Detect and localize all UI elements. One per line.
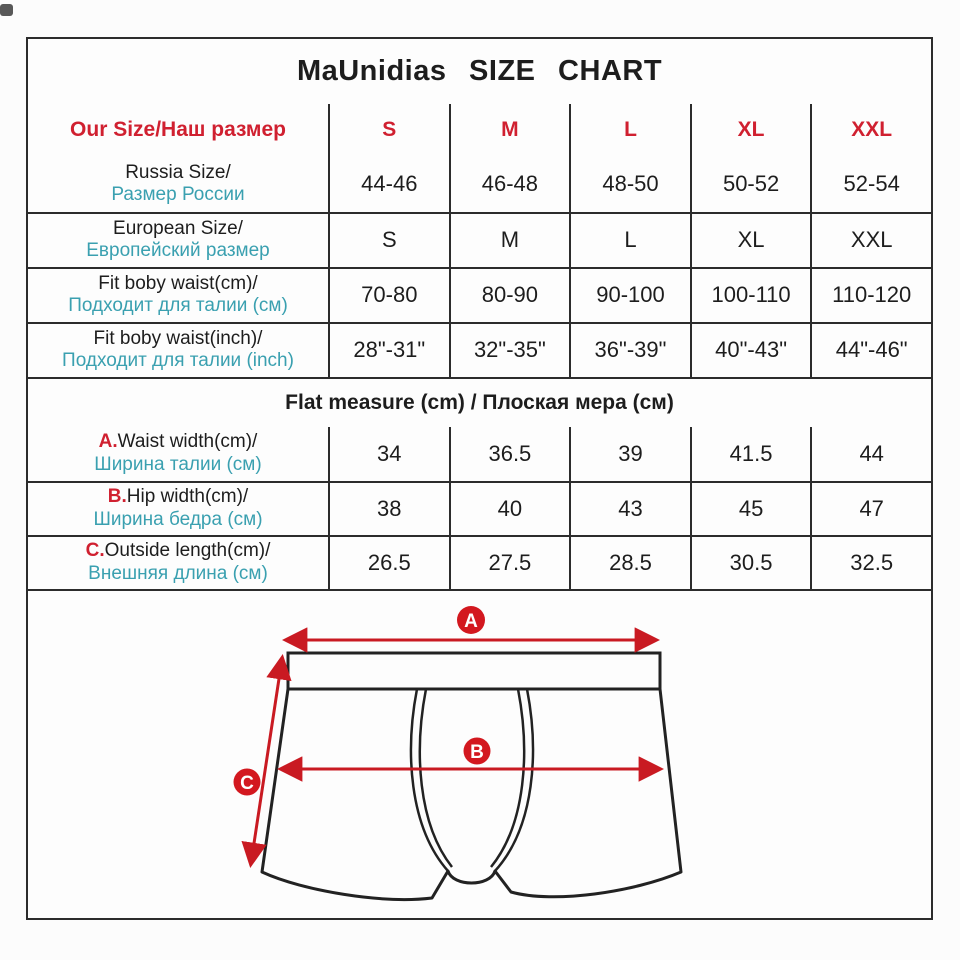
table-row bbox=[28, 267, 931, 322]
table-row bbox=[28, 212, 931, 267]
value-cell: 32"-35" bbox=[449, 324, 570, 377]
measure-rows bbox=[28, 427, 931, 589]
value-cell: 44-46 bbox=[328, 157, 449, 212]
value-cell: 28.5 bbox=[569, 537, 690, 589]
row-label-ru: Подходит для талии (см) bbox=[68, 295, 288, 317]
header-size-s: S bbox=[328, 104, 449, 157]
value-cell: S bbox=[328, 214, 449, 267]
boxer-diagram-svg bbox=[28, 591, 931, 918]
table-row bbox=[28, 481, 931, 535]
row-label bbox=[28, 157, 328, 212]
value-cell: 44 bbox=[810, 427, 931, 481]
boxer-body-outline bbox=[262, 689, 681, 899]
label-circle-b bbox=[464, 738, 491, 765]
header-size-xl: XL bbox=[690, 104, 811, 157]
value-cell: 47 bbox=[810, 483, 931, 535]
measure-letter: C. bbox=[85, 540, 105, 562]
value-cell: L bbox=[569, 214, 690, 267]
value-cell: 50-52 bbox=[690, 157, 811, 212]
value-cell: 26.5 bbox=[328, 537, 449, 589]
measure-letter: A. bbox=[98, 431, 118, 453]
value-cell: M bbox=[449, 214, 570, 267]
row-label-en: C.Outside length(cm)/ bbox=[85, 540, 271, 562]
row-label bbox=[28, 483, 328, 535]
value-cell: 36"-39" bbox=[569, 324, 690, 377]
value-cell: 28"-31" bbox=[328, 324, 449, 377]
row-label bbox=[28, 324, 328, 377]
value-cell: 43 bbox=[569, 483, 690, 535]
boxer-diagram bbox=[28, 589, 931, 918]
value-cell: 40 bbox=[449, 483, 570, 535]
row-label-ru: Размер России bbox=[111, 184, 245, 206]
value-cell: 80-90 bbox=[449, 269, 570, 322]
svg-text:A: A bbox=[464, 611, 478, 632]
label-circle-c bbox=[234, 769, 261, 796]
value-cell: 100-110 bbox=[690, 269, 811, 322]
row-label-en: B.Hip width(cm)/ bbox=[107, 486, 249, 508]
waistband bbox=[288, 653, 660, 689]
value-cell: 27.5 bbox=[449, 537, 570, 589]
header-our-size: Our Size/Наш размер bbox=[70, 118, 286, 142]
value-cell: 44"-46" bbox=[810, 324, 931, 377]
svg-text:C: C bbox=[240, 773, 254, 794]
value-cell: 30.5 bbox=[690, 537, 811, 589]
value-cell: 46-48 bbox=[449, 157, 570, 212]
table-row bbox=[28, 322, 931, 377]
row-label bbox=[28, 537, 328, 589]
section-title-row bbox=[28, 377, 931, 427]
row-label-ru: Подходит для талии (inch) bbox=[62, 350, 294, 372]
value-cell: 40"-43" bbox=[690, 324, 811, 377]
value-cell: 45 bbox=[690, 483, 811, 535]
chart-title: MaUnidias SIZE CHART bbox=[296, 54, 663, 87]
header-size-xxl: XXL bbox=[810, 104, 931, 157]
row-label-en: Fit boby waist(inch)/ bbox=[93, 327, 263, 349]
row-label-ru: Ширина бедра (см) bbox=[93, 509, 263, 530]
row-label-ru: Ширина талии (см) bbox=[94, 454, 262, 475]
value-cell: XXL bbox=[810, 214, 931, 267]
header-size-l: L bbox=[569, 104, 690, 157]
measure-letter: B. bbox=[107, 486, 127, 508]
table-row bbox=[28, 157, 931, 212]
row-label-ru: Внешняя длина (см) bbox=[88, 563, 268, 584]
row-label-ru: Европейский размер bbox=[86, 240, 270, 262]
value-cell: 110-120 bbox=[810, 269, 931, 322]
row-label bbox=[28, 269, 328, 322]
scan-artifact bbox=[0, 4, 13, 16]
svg-text:B: B bbox=[470, 742, 484, 763]
title-row bbox=[28, 39, 931, 104]
label-circle-a bbox=[457, 606, 485, 634]
value-cell: 38 bbox=[328, 483, 449, 535]
value-cell: XL bbox=[690, 214, 811, 267]
row-label-en: A.Waist width(cm)/ bbox=[98, 431, 258, 453]
value-cell: 90-100 bbox=[569, 269, 690, 322]
row-label bbox=[28, 427, 328, 481]
value-cell: 34 bbox=[328, 427, 449, 481]
value-cell: 41.5 bbox=[690, 427, 811, 481]
value-cell: 70-80 bbox=[328, 269, 449, 322]
table-row bbox=[28, 535, 931, 589]
row-label-en: Fit boby waist(cm)/ bbox=[98, 272, 258, 294]
header-row bbox=[28, 104, 931, 157]
value-cell: 48-50 bbox=[569, 157, 690, 212]
value-cell: 39 bbox=[569, 427, 690, 481]
section-title: Flat measure (cm) / Плоская мера (см) bbox=[285, 390, 674, 414]
table-row bbox=[28, 427, 931, 481]
row-label-en: Russia Size/ bbox=[125, 161, 231, 183]
size-chart bbox=[26, 37, 933, 920]
row-label-en: European Size/ bbox=[113, 217, 243, 239]
row-label bbox=[28, 214, 328, 267]
size-rows bbox=[28, 157, 931, 377]
value-cell: 32.5 bbox=[810, 537, 931, 589]
value-cell: 52-54 bbox=[810, 157, 931, 212]
header-size-m: M bbox=[449, 104, 570, 157]
value-cell: 36.5 bbox=[449, 427, 570, 481]
